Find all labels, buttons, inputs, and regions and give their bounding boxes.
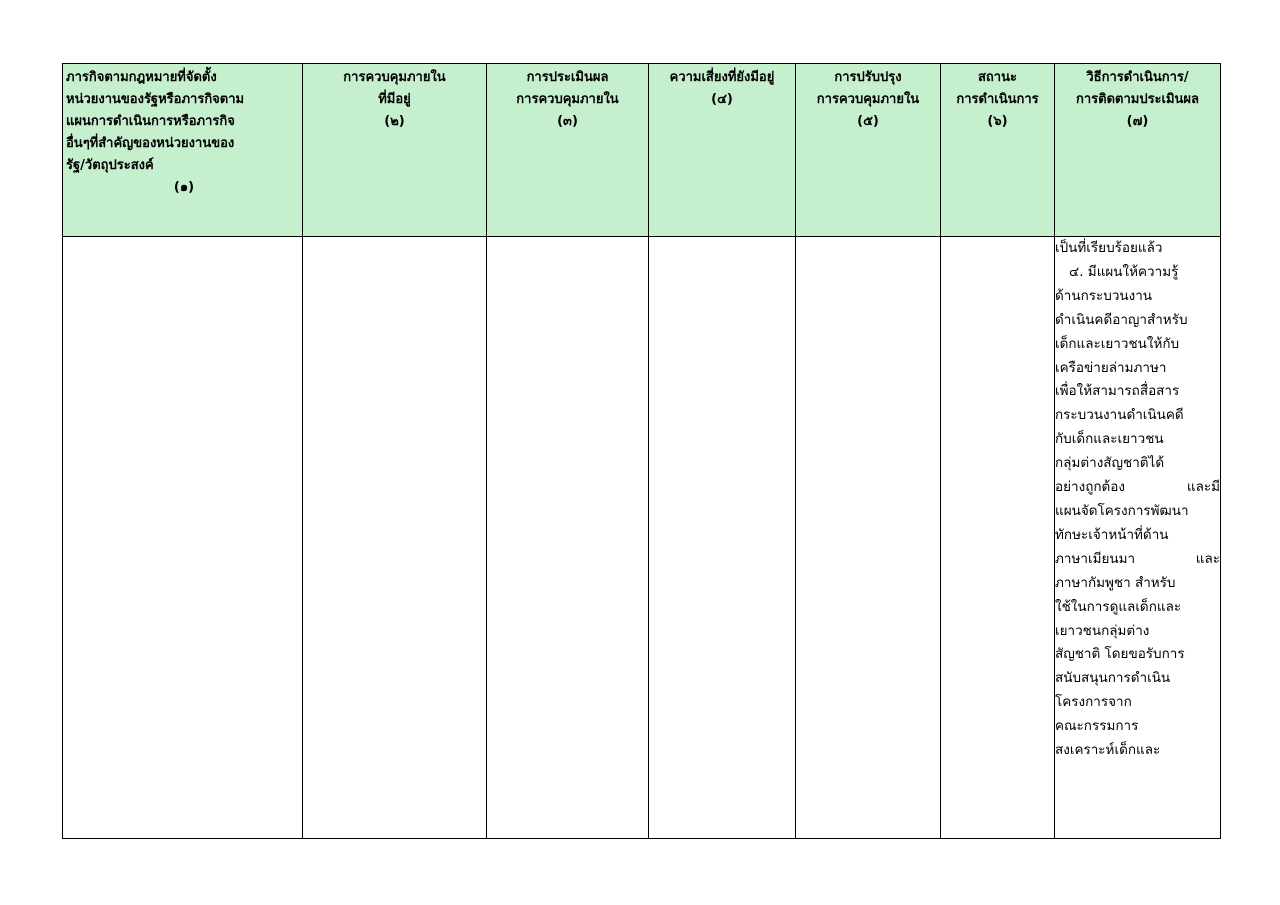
header-number: (๒): [384, 114, 405, 129]
header-number: (๕): [857, 114, 879, 129]
text-line: เด็กและเยาวชนให้กับ: [1055, 335, 1180, 352]
header-col-3: [487, 64, 649, 237]
cell-col-6: [941, 237, 1055, 839]
text-line: เครือข่ายล่ามภาษา: [1055, 359, 1167, 376]
header-col-7: [1055, 64, 1221, 237]
col7-paragraph: [1055, 237, 1220, 763]
text-line: สัญชาติ โดยขอรับการ: [1055, 646, 1185, 663]
text-line: กลุ่มต่างสัญชาติได้: [1055, 455, 1165, 472]
header-line: แผนการดำเนินการหรือภารกิจ: [66, 114, 235, 129]
header-number: (๓): [557, 114, 578, 129]
text-line: ภาษากัมพูชา สำหรับ: [1055, 574, 1176, 591]
text-line: ด้านกระบวนงาน: [1055, 287, 1153, 304]
header-number: (๖): [987, 114, 1008, 129]
text-line: เพื่อให้สามารถสื่อสาร: [1055, 383, 1180, 400]
header-line: อื่นๆที่สำคัญของหน่วยงานของ: [66, 136, 235, 151]
text-line: คณะกรรมการ: [1055, 718, 1139, 735]
header-line: การดำเนินการ: [956, 92, 1039, 107]
cell-col-4: [649, 237, 796, 839]
text-line: ภาษาเมียนมา และ: [1055, 550, 1220, 567]
cell-col-1: [63, 237, 303, 839]
text-line: โครงการจาก: [1055, 694, 1132, 711]
header-line: การควบคุมภายใน: [343, 70, 446, 85]
text-line: เยาวชนกลุ่มต่าง: [1055, 622, 1150, 639]
header-line: สถานะ: [978, 70, 1017, 85]
header-line: การติดตามประเมินผล: [1075, 92, 1200, 107]
text-line: เป็นที่เรียบร้อยแล้ว: [1055, 240, 1163, 256]
text-line: สงเคราะห์เด็กและ: [1055, 742, 1161, 759]
text-line: กับเด็กและเยาวชน: [1055, 431, 1164, 448]
cell-col-3: [487, 237, 649, 839]
body-row: [63, 237, 1221, 839]
header-line: ความเสี่ยงที่ยังมีอยู่: [669, 70, 775, 85]
text-line: ทักษะเจ้าหน้าที่ด้าน: [1055, 526, 1169, 543]
header-line: การควบคุมภายใน: [516, 92, 619, 107]
text-line: แผนจัดโครงการพัฒนา: [1055, 502, 1189, 519]
header-line: ที่มีอยู่: [378, 92, 411, 107]
header-line: การควบคุมภายใน: [816, 92, 920, 107]
text-line: ใช้ในการดูแลเด็กและ: [1055, 598, 1182, 615]
header-number: (๔): [711, 92, 733, 107]
text-line: ๔. มีแผนให้ความรู้: [1069, 263, 1179, 280]
header-line: รัฐ/วัตถุประสงค์: [66, 158, 154, 173]
cell-col-2: [303, 237, 487, 839]
text-line: อย่างถูกต้อง และมี: [1055, 479, 1220, 496]
cell-col-5: [796, 237, 941, 839]
internal-control-table: [62, 63, 1221, 839]
header-col-2: [303, 64, 487, 237]
header-col-1: [63, 64, 303, 237]
header-line: การประเมินผล: [526, 70, 609, 85]
text-line: สนับสนุนการดำเนิน: [1055, 670, 1171, 687]
text-line: กระบวนงานดำเนินคดี: [1055, 407, 1184, 424]
text-line: ดำเนินคดีอาญาสำหรับ: [1055, 311, 1188, 328]
cell-col-7: [1055, 237, 1221, 839]
header-line: ภารกิจตามกฎหมายที่จัดตั้ง: [66, 70, 217, 85]
header-line: การปรับปรุง: [834, 70, 902, 85]
header-row: [63, 64, 1221, 237]
header-number: (๗): [1126, 114, 1149, 129]
header-line: หน่วยงานของรัฐหรือภารกิจตาม: [66, 92, 245, 107]
header-col-4: [649, 64, 796, 237]
header-line: วิธีการดำเนินการ/: [1086, 70, 1189, 85]
header-col-6: [941, 64, 1055, 237]
header-col-5: [796, 64, 941, 237]
header-number: (๑): [173, 180, 195, 195]
